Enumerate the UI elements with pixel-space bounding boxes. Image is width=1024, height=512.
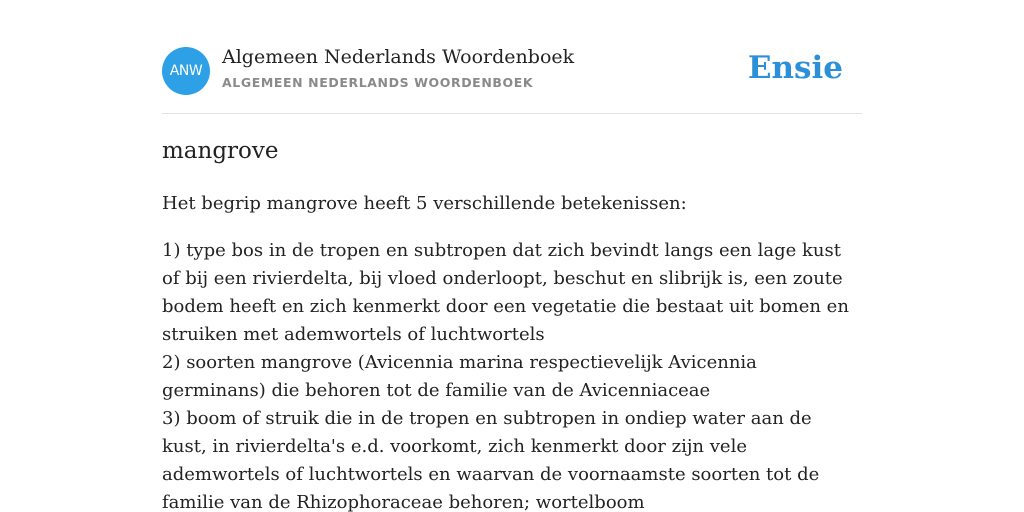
entry-intro: Het begrip mangrove heeft 5 verschillende betekenissen: — [162, 193, 687, 214]
source-logo[interactable] — [162, 47, 210, 95]
definition-item: 1) type bos in de tropen en subtropen dat zich bevindt langs een lage kust of bij een rivierdelta, bij vloed onderloopt, beschut en slibrijk is, een zoute bodem heeft en zich kenmerkt door een vegetatie die bestaat uit bomen en struiken met ademwortels of luchtwortels — [162, 240, 849, 345]
definitions-list — [162, 237, 862, 512]
source-header — [162, 0, 862, 114]
definition-item: 2) soorten mangrove (Avicennia marina respectievelijk Avicennia germinans) die behoren tot de familie van de Avicenniaceae — [162, 352, 757, 401]
definition-item: 3) boom of struik die in de tropen en subtropen in ondiep water aan de kust, in rivierdelta's e.d. voorkomt, zich kenmerkt door zijn vele ademwortels of luchtwortels en waarvan de voornaamste soorten tot de familie van de Rhizophoraceae behoren; wortelboom — [162, 408, 820, 512]
page-container — [162, 0, 862, 512]
source-logo-text: ANW — [169, 63, 203, 79]
source-subtitle: ALGEMEEN NEDERLANDS WOORDENBOEK — [222, 75, 534, 90]
source-title[interactable]: Algemeen Nederlands Woordenboek — [222, 46, 575, 68]
ensie-logo-link[interactable]: Ensie — [747, 50, 843, 86]
entry-term: mangrove — [162, 138, 279, 164]
